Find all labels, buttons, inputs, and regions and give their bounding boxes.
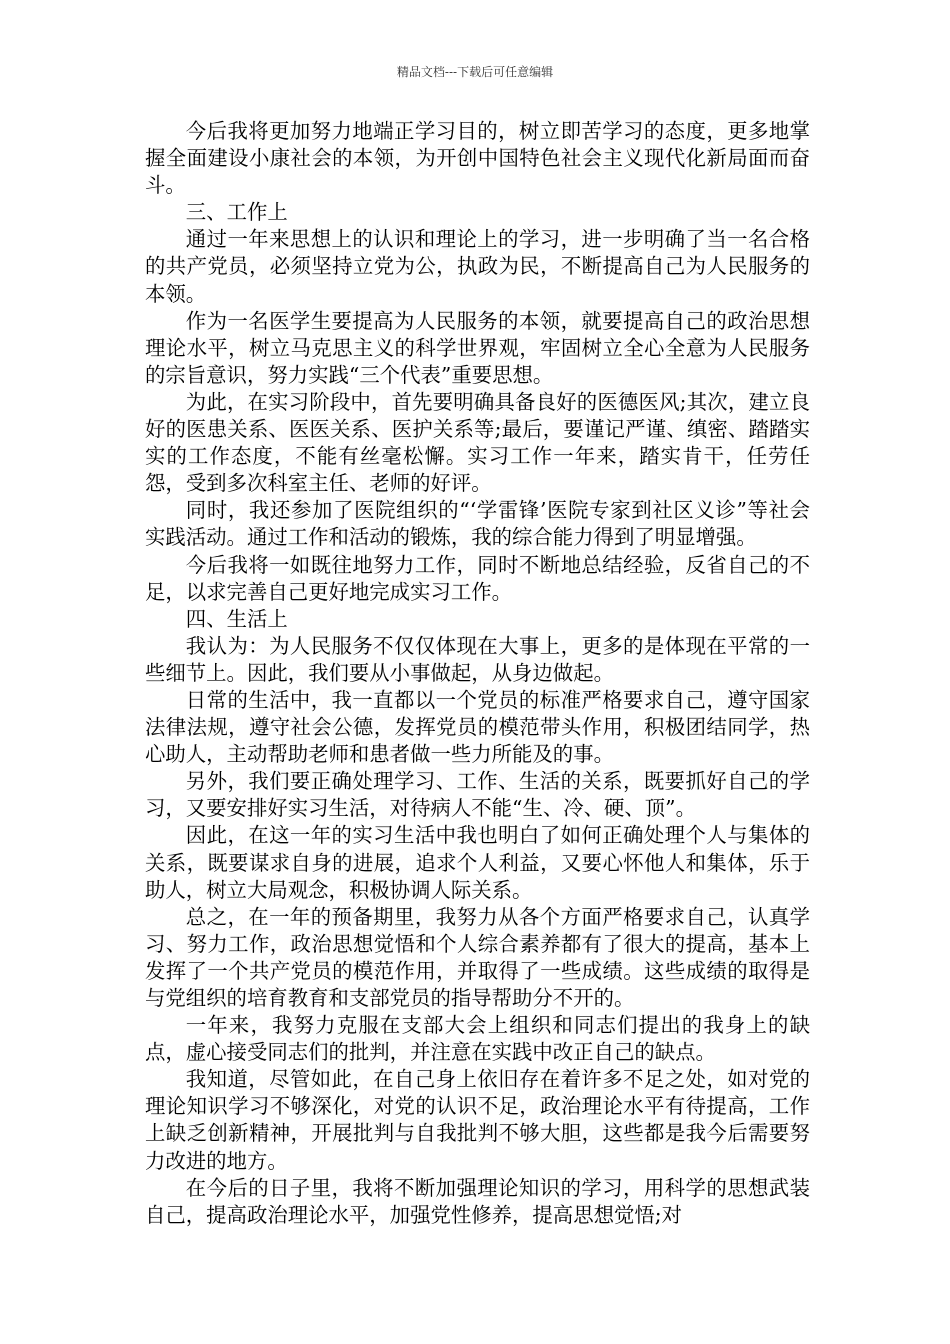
paragraph: 今后我将更加努力地端正学习目的，树立即苦学习的态度，更多地掌握全面建设小康社会的本领，为开创中国特色社会主义现代化新局面而奋斗。 [145, 119, 810, 198]
paragraph: 我认为：为人民服务不仅仅体现在大事上，更多的是体现在平常的一些细节上。因此，我们要从小事做起，从身边做起。 [145, 633, 810, 685]
paragraph: 在今后的日子里，我将不断加强理论知识的学习，用科学的思想武装自己，提高政治理论水平，加强党性修养，提高思想觉悟;对 [145, 1175, 810, 1227]
page-header: 精品文档---下载后可任意编辑 [396, 65, 554, 79]
paragraph: 另外，我们要正确处理学习、工作、生活的关系，既要抓好自己的学习，又要安排好实习生活，对待病人不能“生、冷、硬、顶”。 [145, 769, 810, 821]
paragraph: 总之，在一年的预备期里，我努力从各个方面严格要求自己，认真学习、努力工作，政治思想觉悟和个人综合素养都有了很大的提高，基本上发挥了一个共产党员的模范作用，并取得了一些成绩。这些成绩的取得是与党组织的培育教育和支部党员的指导帮助分不开的。 [145, 904, 810, 1010]
paragraph: 一年来，我努力克服在支部大会上组织和同志们提出的我身上的缺点，虚心接受同志们的批判，并注意在实践中改正自己的缺点。 [145, 1013, 810, 1065]
section-heading-life: 四、生活上 [185, 606, 288, 631]
paragraph: 今后我将一如既往地努力工作，同时不断地总结经验，反省自己的不足，以求完善自己更好地完成实习工作。 [145, 552, 810, 604]
paragraph: 因此，在这一年的实习生活中我也明白了如何正确处理个人与集体的关系，既要谋求自身的进展，追求个人利益，又要心怀他人和集体，乐于助人，树立大局观念，积极协调人际关系。 [145, 823, 810, 902]
section-heading-work: 三、工作上 [185, 200, 288, 225]
paragraph: 为此，在实习阶段中，首先要明确具备良好的医德医风;其次，建立良好的医患关系、医医关系、医护关系等;最后，要谨记严谨、缜密、踏踏实实的工作态度，不能有丝毫松懈。实习工作一年来，踏实肯干，任劳任怨，受到多次科室主任、老师的好评。 [145, 389, 810, 496]
paragraph: 日常的生活中，我一直都以一个党员的标准严格要求自己，遵守国家法律法规，遵守社会公德，发挥党员的模范带头作用，积极团结同学，热心助人，主动帮助老师和患者做一些力所能及的事。 [145, 687, 810, 767]
paragraph: 我知道，尽管如此，在自己身上依旧存在着许多不足之处，如对党的理论知识学习不够深化，对党的认识不足，政治理论水平有待提高，工作上缺乏创新精神，开展批判与自我批判不够大胆，这些都是我今后需要努力改进的地方。 [145, 1067, 810, 1173]
paragraph: 通过一年来思想上的认识和理论上的学习，进一步明确了当一名合格的共产党员，必须坚持立党为公，执政为民，不断提高自己为人民服务的本领。 [145, 227, 810, 306]
document-body [145, 118, 810, 1229]
paragraph: 作为一名医学生要提高为人民服务的本领，就要提高自己的政治思想理论水平，树立马克思主义的科学世界观，牢固树立全心全意为人民服务的宗旨意识，努力实践“三个代表”重要思想。 [145, 308, 810, 387]
paragraph: 同时，我还参加了医院组织的“‘学雷锋’医院专家到社区义诊”等社会实践活动。通过工作和活动的锻炼，我的综合能力得到了明显增强。 [145, 498, 810, 550]
